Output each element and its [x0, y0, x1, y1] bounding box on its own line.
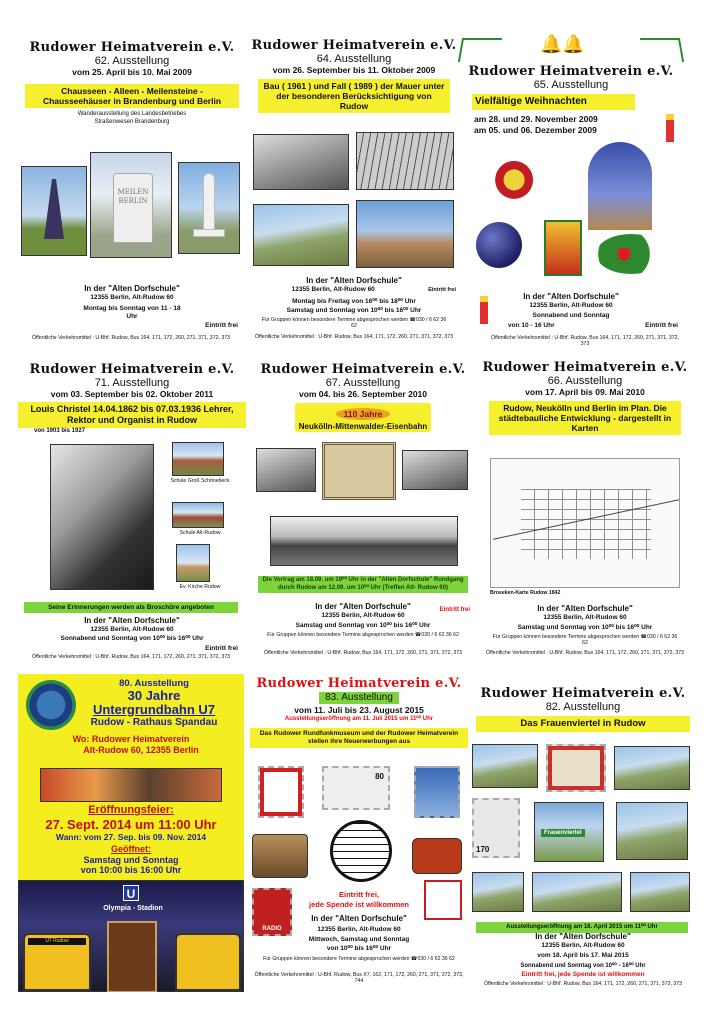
photo-milestone-column	[178, 162, 240, 254]
venue-address: 12355 Berlin, Alt-Rudow 60	[291, 286, 375, 293]
free-entry: Eintritt frei, jede Spende ist willkommen	[521, 971, 645, 978]
angel-card-icon	[544, 220, 582, 276]
poster-title: Rudower Heimatverein e.V.	[29, 40, 235, 55]
photo-street-row-1	[472, 872, 524, 912]
stamp-tower	[414, 766, 460, 818]
subway-line: Untergrundbahn U7	[92, 702, 216, 717]
opening-ceremony: Ausstellungseröffnung am 11. Juli 2015 um 11⁰⁰ Uhr	[284, 716, 434, 722]
exhibition-dates-november: am 28. und 29. November 2009	[474, 114, 598, 124]
poster-62	[18, 38, 246, 356]
caption-church-rudow: Ev. Kirche Rudow	[179, 584, 221, 590]
exhibition-dates: vom 03. September bis 02. Oktober 2011	[50, 389, 214, 399]
donation-note: jede Spende ist willkommen	[308, 900, 410, 909]
opening-hours: Sonnabend und Sonntag von 10⁰⁰ - 16⁰⁰ Uhr	[520, 963, 646, 969]
poster-title: Rudower Heimatverein e.V.	[251, 38, 457, 53]
opening-hours-weekend: Samstag und Sonntag von 10⁰⁰ bis 16⁰⁰ Uhr	[286, 307, 422, 314]
public-transport: Öffentliche Verkehrsmittel : U-Bhf. Rudow, Bus 164, 171, 172, 260, 271, 371, 372, 373	[483, 981, 683, 987]
photo-wall-construction	[253, 134, 349, 190]
u7-train-left	[23, 933, 91, 991]
venue-name: Wo: Rudower Heimatverein	[72, 734, 190, 744]
photo-freight-trains	[270, 516, 458, 566]
public-transport: Öffentliche Verkehrsmittel : U-Bhf. Rudow, Bus X7, 162, 171, 172, 260, 271, 371, 372, 373, 744	[254, 972, 464, 985]
event-notice: Die Vortrag am 18.09. um 19⁰⁰ Uhr in der "Alten Dorfschule" Rundgang durch Rudow am 12.09. um 10⁰⁰ Uhr (Treffen Alt- Rudow 60)	[258, 576, 468, 593]
exhibition-topic: Vielfältige Weihnachten	[472, 94, 635, 110]
venue-name: In der "Alten Dorfschule"	[535, 932, 631, 941]
poster-71	[18, 360, 246, 668]
photo-milestone-berlin: MEILEN BERLIN	[90, 152, 172, 258]
exhibition-subtitle: Wanderausstellung des Landesbetriebes Straßenwesen Brandenburg	[77, 111, 187, 125]
opening-hours: Montag bis Sonntag von 11 - 18 Uhr	[83, 305, 181, 320]
public-transport: Öffentliche Verkehrsmittel : U-Bhf. Rudow, Bus 164, 171, 172, 260, 271, 371, 372, 373	[485, 650, 685, 656]
photo-church-rudow	[176, 544, 210, 582]
exhibition-dates: Wann: vom 27. Sep. bis 09. Nov. 2014	[55, 832, 207, 842]
opening-ceremony: Ausstellungseröffnung am 18. April 2015 um 11⁰⁰ Uhr	[476, 922, 688, 933]
coat-of-arms-icon	[26, 680, 76, 730]
entry-fee: Eintritt frei	[645, 322, 678, 329]
public-transport: Öffentliche Verkehrsmittel : U-Bhf. Rudow, Bus 164, 171, 172, 260, 271, 371, 372, 373	[491, 335, 679, 348]
venue-address: 12355 Berlin, Alt-Rudow 60	[543, 614, 627, 621]
photo-street-sign	[534, 802, 604, 862]
photo-railway-document	[322, 442, 396, 500]
poster-65	[458, 34, 684, 352]
opening-hours: von 10:00 bis 16:00 Uhr	[80, 865, 182, 875]
subway-route: Rudow - Rathaus Spandau	[90, 717, 218, 728]
u-bahn-logo-icon: U	[123, 885, 139, 901]
opening-hours: Samstag und Sonntag von 10⁰⁰ bis 16⁰⁰ Uhr	[517, 624, 653, 631]
poster-83	[248, 674, 470, 992]
exhibition-dates-december: am 05. und 06. Dezember 2009	[474, 125, 597, 135]
venue-address: 12355 Berlin, Alt-Rudow 60	[321, 612, 405, 619]
exhibition-number: 65. Ausstellung	[533, 79, 609, 91]
entry-fee: Eintritt frei	[205, 645, 238, 652]
venue-name: In der "Alten Dorfschule"	[306, 276, 402, 285]
exhibition-dates: vom 17. April bis 09. Mai 2010	[525, 387, 645, 397]
exhibition-number: 62. Ausstellung	[94, 55, 170, 67]
train-destination: U7 Rudow	[28, 938, 86, 945]
candle-icon	[666, 114, 674, 142]
anniversary-years: 30 Jahre	[127, 688, 181, 703]
photo-school-alt-rudow	[172, 502, 224, 528]
opening-hours: von 10 - 16 Uhr	[508, 322, 555, 329]
opening-days: Samstag und Sonntag	[83, 855, 179, 865]
poster-66	[478, 356, 692, 668]
poster-title: Rudower Heimatverein e.V.	[29, 362, 235, 377]
photo-wall-blocks	[356, 200, 454, 268]
stamp-radio-label: RADIO	[262, 926, 282, 932]
stamp-170-value: 170	[476, 845, 490, 854]
ornament-ball-icon	[476, 222, 522, 268]
brochure-note: Seine Erinnerungen werden als Broschüre angeboten	[24, 602, 238, 613]
opening-hours: von 10⁰⁰ bis 16⁰⁰ Uhr	[326, 945, 392, 952]
stamp-portrait	[546, 744, 606, 792]
stamp-broadcast	[258, 766, 304, 818]
poster-64	[250, 34, 458, 354]
exhibition-intro: Das Rudower Rundfunkmuseum und der Rudower Heimatverein stellen ihre Neuerwerbungen aus	[250, 728, 468, 748]
opening-ceremony-date: 27. Sept. 2014 um 11:00 Uhr	[45, 817, 217, 832]
exhibition-dates: vom 18. April bis 17. Mai 2015	[537, 952, 629, 959]
open-label: Geöffnet:	[111, 844, 151, 854]
exhibition-topic: Chausseen - Alleen - Meilensteine - Chausseehäuser in Brandenburg und Berlin	[25, 84, 239, 108]
photo-railway-station	[402, 450, 468, 490]
photo-building-left	[472, 744, 538, 788]
photo-red-radio	[412, 838, 462, 874]
photo-louis-christel-organ	[50, 444, 154, 590]
public-transport: Öffentliche Verkehrsmittel : U-Bhf. Rudow, Bus 164, 171, 172, 260, 271, 371, 372, 373	[31, 335, 231, 341]
public-transport: Öffentliche Verkehrsmittel : U-Bhf. Rudow, Bus 164, 171, 172, 260, 271, 371, 372, 373	[31, 654, 231, 660]
venue-address: 12355 Berlin, Alt-Rudow 60	[90, 294, 174, 301]
poster-title: Rudower Heimatverein e.V.	[256, 676, 462, 691]
exhibition-dates: vom 26. September bis 11. Oktober 2009	[272, 65, 436, 75]
photo-school-gross-schoenebeck	[172, 442, 224, 476]
anniversary-banner	[295, 403, 431, 432]
poster-title: Rudower Heimatverein e.V.	[482, 360, 688, 375]
entry-fee: Eintritt frei	[439, 607, 470, 613]
venue-name: In der "Alten Dorfschule"	[311, 914, 407, 923]
photo-street-row-2	[532, 872, 622, 912]
exhibition-topic: Neukölln-Mittenwalder-Eisenbahn	[298, 422, 428, 431]
exhibition-dates: vom 25. April bis 10. Mai 2009	[72, 67, 192, 77]
anniversary-badge: 110 Jahre	[336, 408, 391, 420]
exhibition-dates: vom 11. Juli bis 23. August 2015	[294, 705, 424, 715]
exhibition-number: 64. Ausstellung	[316, 53, 392, 65]
opening-hours: Sonnabend und Sonntag von 10⁰⁰ bis 16⁰⁰ Uhr	[60, 635, 204, 642]
photo-street-row-3	[630, 872, 690, 912]
poster-80	[18, 674, 244, 992]
entry-fee: Eintritt frei	[205, 322, 238, 329]
u7-train-right	[175, 933, 241, 991]
exhibition-number: 83. Ausstellung	[319, 692, 399, 704]
exhibition-number: 82. Ausstellung	[545, 701, 621, 713]
photo-steam-locomotive	[256, 448, 316, 492]
station-entrance	[107, 921, 157, 992]
holly-berries-icon	[596, 234, 666, 274]
station-name: Olympia - Stadion	[103, 905, 163, 912]
opening-ceremony-label: Eröffnungsfeier:	[88, 804, 174, 816]
photo-wall-fence	[356, 132, 454, 190]
venue-name: In der "Alten Dorfschule"	[537, 604, 633, 613]
photo-apartments	[616, 802, 688, 860]
venue-address: 12355 Berlin, Alt-Rudow 60	[541, 942, 625, 949]
poster-title: Rudower Heimatverein e.V.	[480, 686, 686, 701]
venue-name: In der "Alten Dorfschule"	[84, 284, 180, 293]
photo-subway-platform	[40, 768, 222, 802]
exhibition-number: 67. Ausstellung	[325, 377, 401, 389]
exhibition-topic: Bau ( 1961 ) und Fall ( 1989 ) der Mauer unter der besonderen Berücksichtigung von Rudow	[258, 79, 449, 113]
exhibition-topic: Das Frauenviertel in Rudow	[476, 716, 689, 732]
street-sign-label: Frauenviertel	[541, 829, 585, 837]
poster-title: Rudower Heimatverein e.V.	[260, 362, 466, 377]
free-entry: Eintritt frei,	[338, 890, 379, 899]
venue-name: In der "Alten Dorfschule"	[84, 616, 180, 625]
exhibition-dates: vom 04. bis 26. September 2010	[298, 389, 428, 399]
poster-title: Rudower Heimatverein e.V.	[468, 64, 674, 79]
caption-school-alt-rudow: Schule Alt-Rudow	[179, 530, 221, 536]
photo-milestone-obelisk	[21, 166, 87, 256]
exhibition-topic: Louis Christel 14.04.1862 bis 07.03.1936 Lehrer, Rektor und Organist in Rudow	[18, 402, 246, 428]
nativity-scene-icon	[588, 142, 652, 230]
stamp-value: 80	[375, 772, 384, 781]
tenure-years: von 1903 bis 1927	[34, 428, 86, 434]
poster-82	[472, 684, 694, 1002]
historic-map-rudow	[490, 458, 680, 588]
holly-branch-icon	[458, 38, 502, 62]
public-transport: Öffentliche Verkehrsmittel : U-Bhf. Rudow, Bus 164, 171, 172, 260, 271, 371, 372, 373	[263, 650, 463, 656]
exhibition-number: 66. Ausstellung	[547, 375, 623, 387]
opening-days: Sonnabend und Sonntag	[532, 312, 610, 319]
venue-name: In der "Alten Dorfschule"	[523, 292, 619, 301]
opening-hours: Samstag und Sonntag von 10⁰⁰ bis 16⁰⁰ Uhr	[295, 622, 431, 629]
poster-67	[250, 358, 476, 670]
exhibition-topic: Rudow, Neukölln und Berlin im Plan. Die städtebauliche Entwicklung - dargestellt in Karten	[489, 401, 682, 435]
venue-address: Alt-Rudow 60, 12355 Berlin	[83, 745, 199, 755]
globe-antenna-icon	[330, 820, 392, 882]
group-bookings: Für Gruppen können besondere Termine abgesprochen werden ☎030 / 6 62 36 62	[263, 956, 455, 962]
caption-school-gross-schoenebeck: Schule Groß Schönebeck	[170, 478, 230, 484]
group-bookings: Für Gruppen können besondere Termine abgesprochen werden ☎030 / 6 62 36 62	[492, 634, 678, 647]
opening-hours-weekdays: Montag bis Freitag von 16⁰⁰ bis 18⁰⁰ Uhr	[292, 298, 416, 305]
map-caption: Broseken-Karte Rudow 1842	[490, 590, 561, 596]
photo-wall-strip	[253, 204, 349, 266]
exhibition-number: 80. Ausstellung	[119, 678, 189, 689]
public-transport: Öffentliche Verkehrsmittel : U-Bhf. Rudow, Bus 164, 171, 172, 260, 271, 371, 372, 373	[254, 334, 454, 340]
entry-fee: Eintritt frei	[428, 287, 456, 293]
photo-building-right	[614, 746, 690, 790]
venue-address: 12355 Berlin, Alt-Rudow 60	[529, 302, 613, 309]
bells-ribbon-icon	[488, 152, 546, 214]
venue-name: In der "Alten Dorfschule"	[315, 602, 411, 611]
venue-address: 12355 Berlin, Alt-Rudow 60	[317, 926, 401, 933]
group-bookings: Für Gruppen können besondere Termine abgesprochen werden ☎030 / 6 62 36 62	[267, 632, 459, 638]
opening-days: Mittwoch, Samstag und Sonntag	[308, 936, 410, 943]
holly-branch-icon	[640, 38, 684, 62]
stamp-80	[322, 766, 390, 810]
photo-old-radio	[252, 834, 308, 878]
exhibition-number: 71. Ausstellung	[94, 377, 170, 389]
photo-olympia-stadion-station	[18, 880, 244, 992]
stamp-170	[472, 798, 520, 858]
bells-icon: 🔔🔔	[540, 34, 585, 54]
group-bookings: Für Gruppen können besondere Termine abgesprochen werden ☎030 / 6 62 36 62	[261, 317, 447, 330]
venue-address: 12355 Berlin, Alt-Rudow 60	[90, 626, 174, 633]
